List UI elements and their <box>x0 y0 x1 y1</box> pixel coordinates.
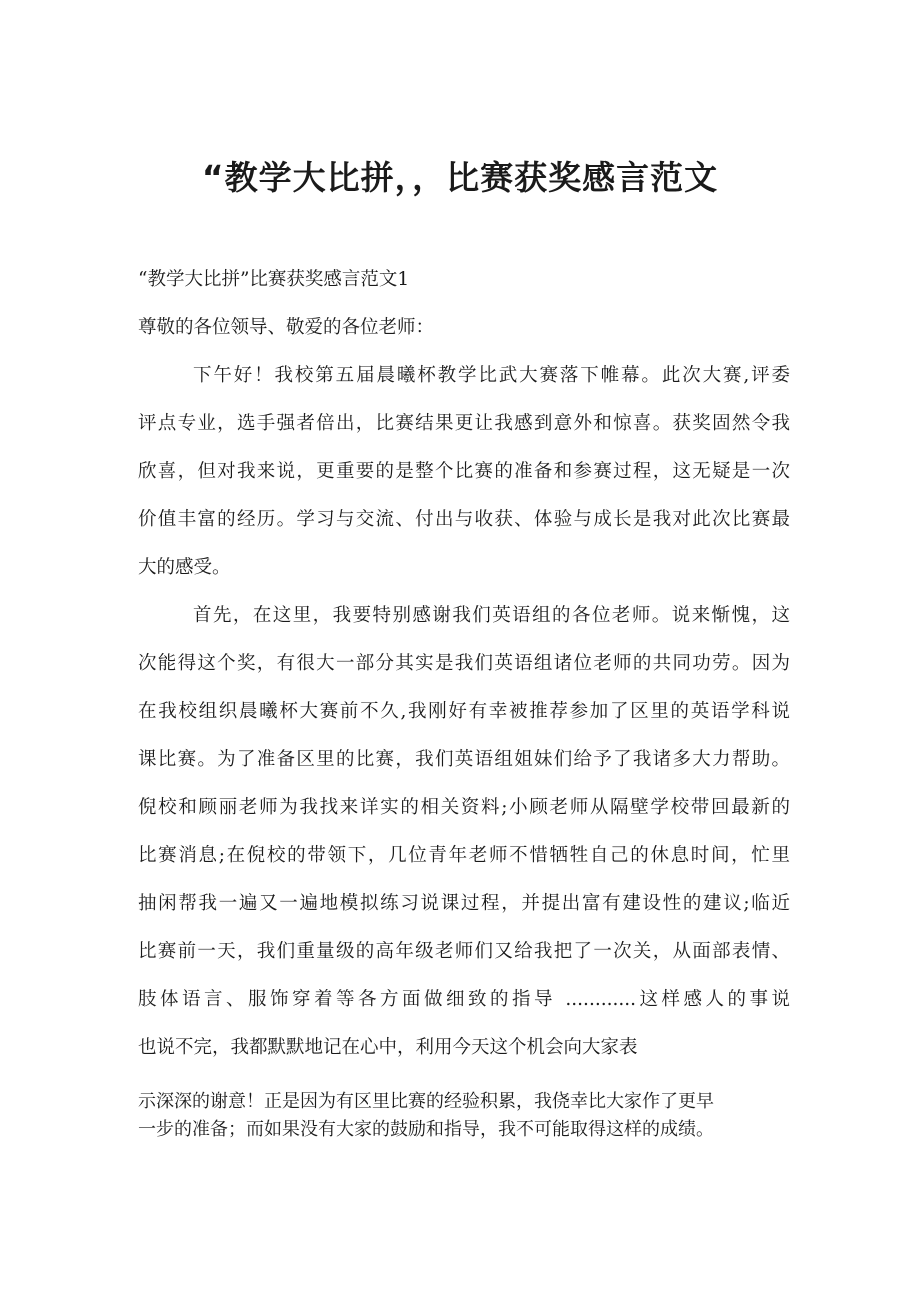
paragraph-2-line-3: 在我校组织晨曦杯大赛前不久,我刚好有幸被推荐参加了区里的英语学科说 <box>138 701 790 722</box>
paragraph-1-line-4: 价值丰富的经历。学习与交流、付出与收获、体验与成长是我对此次比赛最 <box>138 509 790 530</box>
paragraph-2-line-6: 比赛消息;在倪校的带领下，几位青年老师不惜牺牲自己的休息时间，忙里 <box>138 845 790 866</box>
subtitle: “教学大比拼”比赛获奖感言范文1 <box>138 269 410 290</box>
paragraph-2-line-8: 比赛前一天，我们重量级的高年级老师们又给我把了一次关，从面部表情、 <box>138 941 790 962</box>
paragraph-2-line-5: 倪校和顾丽老师为我找来详实的相关资料;小顾老师从隔壁学校带回最新的 <box>138 797 790 818</box>
paragraph-1-line-1: 下午好！我校第五届晨曦杯教学比武大赛落下帷幕。此次大赛,评委 <box>193 365 790 386</box>
salutation: 尊敬的各位领导、敬爱的各位老师： <box>138 317 435 338</box>
paragraph-2-line-7: 抽闲帮我一遍又一遍地模拟练习说课过程，并提出富有建设性的建议;临近 <box>138 893 790 914</box>
paragraph-1-line-3: 欣喜，但对我来说，更重要的是整个比赛的准备和参赛过程，这无疑是一次 <box>138 461 790 482</box>
paragraph-2-line-11: 示深深的谢意！正是因为有区里比赛的经验积累，我侥幸比大家作了更早 <box>138 1091 714 1112</box>
paragraph-2-line-4: 课比赛。为了准备区里的比赛，我们英语组姐妹们给予了我诸多大力帮助。 <box>138 749 790 770</box>
paragraph-2-line-12: 一步的准备；而如果没有大家的鼓励和指导，我不可能取得这样的成绩。 <box>138 1119 714 1140</box>
paragraph-2-line-2: 次能得这个奖，有很大一部分其实是我们英语组诸位老师的共同功劳。因为 <box>138 653 790 674</box>
paragraph-2-line-9: 肢体语言、服饰穿着等各方面做细致的指导 ............这样感人的事说 <box>138 989 790 1010</box>
document-title: “教学大比拼，，比赛获奖感言范文 <box>201 158 719 197</box>
paragraph-1-line-5: 大的感受。 <box>138 557 231 578</box>
paragraph-2-line-1: 首先，在这里，我要特别感谢我们英语组的各位老师。说来惭愧，这 <box>193 605 790 626</box>
paragraph-1-line-2: 评点专业，选手强者倍出，比赛结果更让我感到意外和惊喜。获奖固然令我 <box>138 413 790 434</box>
paragraph-2-line-10: 也说不完，我都默默地记在心中，利用今天这个机会向大家表 <box>138 1037 638 1058</box>
